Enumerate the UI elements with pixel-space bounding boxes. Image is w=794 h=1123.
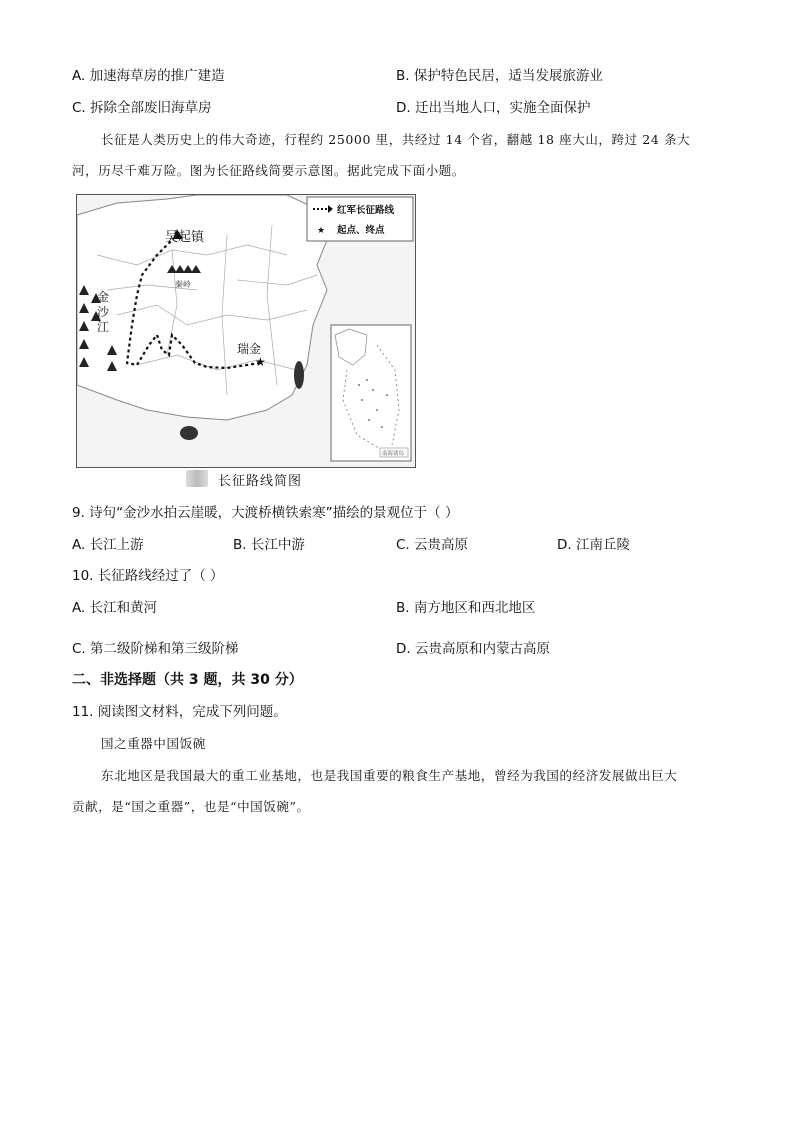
china-landmass <box>77 195 329 420</box>
label-wuqizhen: 吴起镇 <box>165 230 205 245</box>
q11-line-1: 东北地区是我国最大的重工业基地，也是我国重要的粮食生产基地，曾经为我国的经济发展做出巨大 <box>101 768 678 783</box>
option-text: 第二级阶梯和第三级阶梯 <box>90 641 239 657</box>
option-letter: D. <box>396 100 411 116</box>
legend-route-label: 红军长征路线 <box>337 205 395 216</box>
passage-line-2: 河，历尽千难万险。图为长征路线简要示意图。据此完成下面小题。 <box>72 163 466 178</box>
q9-option-d <box>557 536 630 554</box>
map-drawing <box>77 195 415 467</box>
map-legend <box>307 197 413 241</box>
option-b-prev <box>396 67 603 85</box>
passage-line-1: 长征是人类历史上的伟大奇迹，行程约 25000 里，共经过 14 个省，翻越 18 座大山，跨过 24 条大 <box>101 132 691 147</box>
option-letter: A. <box>72 537 86 553</box>
start-star-icon: ★ <box>255 355 266 369</box>
q9-option-b <box>233 536 305 554</box>
option-letter: D. <box>557 537 572 553</box>
option-d-prev <box>396 99 590 117</box>
option-text: 江南丘陵 <box>575 537 630 553</box>
option-letter: A. <box>72 68 86 84</box>
option-text: 云贵高原 <box>414 537 469 553</box>
option-text: 加速海草房的推广建造 <box>89 68 225 84</box>
option-letter: B. <box>396 600 410 616</box>
q11-subtitle: 国之重器中国饭碗 <box>101 736 206 751</box>
q10-stem: 10. 长征路线经过了（ ） <box>72 568 224 584</box>
option-text: 拆除全部废旧海草房 <box>90 100 212 116</box>
legend-star-icon: ★ <box>317 226 326 236</box>
map-caption: 长征路线简图 <box>218 474 303 489</box>
q9-stem: 9. 诗句“金沙水拍云崖暖，大渡桥横铁索寒”描绘的景观位于（ ） <box>72 505 459 521</box>
label-qinling: 秦岭 <box>175 280 191 289</box>
q11-line-2: 贡献，是“国之重器”，也是“中国饭碗”。 <box>72 799 310 814</box>
legend-points-label: 起点、终点 <box>337 225 385 236</box>
q11-stem: 11. 阅读图文材料，完成下列问题。 <box>72 704 287 720</box>
q10-option-c <box>72 640 239 658</box>
option-text: 长江中游 <box>250 537 305 553</box>
caption-smudge <box>186 470 208 487</box>
long-march-map <box>76 194 416 468</box>
option-letter: C. <box>72 641 86 657</box>
inset-label: 南海诸岛 <box>382 451 405 457</box>
option-text: 长江上游 <box>89 537 144 553</box>
option-letter: A. <box>72 600 86 616</box>
south-sea-inset <box>331 325 411 461</box>
option-text: 云贵高原和内蒙古高原 <box>414 641 550 657</box>
option-letter: D. <box>396 641 411 657</box>
option-a-prev <box>72 67 225 85</box>
option-letter: B. <box>396 68 410 84</box>
label-ruijin: 瑞金 <box>237 342 262 356</box>
q9-option-c <box>396 536 468 554</box>
option-letter: C. <box>396 537 410 553</box>
option-text: 迁出当地人口，实施全面保护 <box>414 100 591 116</box>
option-c-prev <box>72 99 212 117</box>
q10-option-d <box>396 640 550 658</box>
option-text: 南方地区和西北地区 <box>413 600 536 616</box>
svg-text:金沙江: 金沙江 <box>97 290 110 334</box>
q10-option-b <box>396 599 535 617</box>
taiwan-island <box>294 361 304 389</box>
option-text: 长江和黄河 <box>89 600 158 616</box>
hainan-island <box>180 426 198 440</box>
option-text: 保护特色民居，适当发展旅游业 <box>413 68 603 84</box>
label-jinshajiang <box>97 289 110 334</box>
q9-option-a <box>72 536 144 554</box>
q10-option-a <box>72 599 157 617</box>
option-letter: B. <box>233 537 247 553</box>
option-letter: C. <box>72 100 86 116</box>
section-heading: 二、非选择题（共 3 题，共 30 分） <box>72 672 303 688</box>
